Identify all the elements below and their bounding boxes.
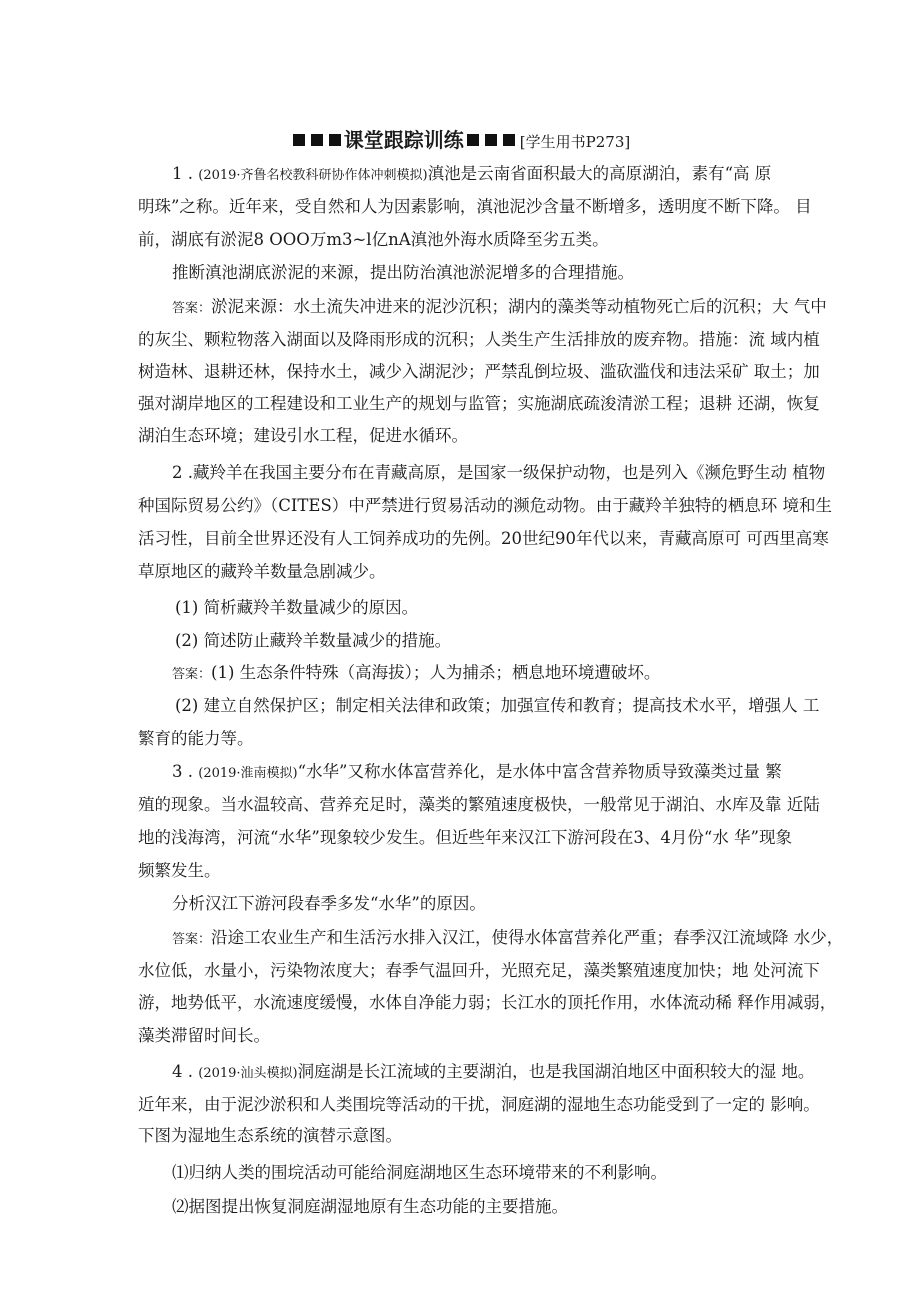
q1-line: 推断滇池湖底淤泥的来源，提出防治滇池淤泥增多的合理措施。	[172, 263, 634, 282]
q4-line	[172, 1061, 814, 1085]
q3-line: 频繁发生。	[138, 861, 221, 880]
q2-line: 活习性，目前全世界还没有人工饲养成功的先例。20世纪90年代以来，青藏高原可 可西里高寒	[138, 529, 829, 548]
q4-source: (2019·汕头模拟)	[198, 1066, 298, 1081]
q1-line: 前，湖底有淤泥8 OOO万m3~l亿nA滇池外海水质降至劣五类。	[138, 230, 609, 249]
q1-answer-line: 湖泊生态环境；建设引水工程，促进水循环。	[138, 426, 468, 445]
q4-subquestion: ⑴归纳人类的围垸活动可能给洞庭湖地区生态环境带来的不利影响。	[172, 1163, 667, 1182]
title-text: 课堂跟踪训练	[343, 128, 464, 152]
answer-text: (1) 生态条件特殊（高海拔）；人为捕杀；栖息地环境遭破坏。	[211, 663, 661, 682]
title-reference: [学生用书P273]	[519, 133, 631, 151]
q4-text: 洞庭湖是长江流域的主要湖泊，也是我国湖泊地区中面积较大的湿 地。	[297, 1062, 815, 1081]
q3-line: 殖的现象。当水温较高、营养充足时，藻类的繁殖速度极快，一般常见于湖泊、水库及靠 近陆	[138, 795, 820, 814]
q2-answer-line: (2) 建立自然保护区；制定相关法律和政策；加强宣传和教育；提高技术水平，增强人 工	[175, 696, 820, 715]
q3-answer-line: 游，地势低平，水流速度缓慢，水体自净能力弱；长江水的顶托作用，水体流动稀 释作用减弱，	[138, 993, 837, 1012]
q4-line: 下图为湿地生态系统的演替示意图。	[138, 1126, 402, 1145]
q1-line	[172, 163, 771, 187]
q4-line: 近年来，由于泥沙淤积和人类围垸等活动的干扰，洞庭湖的湿地生态功能受到了一定的 影响。	[138, 1095, 820, 1114]
answer-label: 答案：	[172, 301, 212, 316]
q4-number: 4 .	[172, 1062, 193, 1081]
square-bullet-icon	[467, 134, 479, 146]
section-title	[0, 124, 920, 153]
q1-text: 滇池是云南省面积最大的高原湖泊，素有“高 原	[427, 164, 772, 183]
q2-answer-line	[172, 662, 660, 686]
q3-line: 分析汉江下游河段春季多发“水华”的原因。	[172, 894, 486, 913]
q1-answer-line: 强对湖岸地区的工程建设和工业生产的规划与监管；实施湖底疏浚清淤工程；退耕 还湖，恢复	[138, 394, 820, 413]
answer-text: 淤泥来源：水土流失冲进来的泥沙沉积；湖内的藻类等动植物死亡后的沉积；大 气中	[211, 297, 827, 316]
q2-line: 种国际贸易公约》（CITES）中严禁进行贸易活动的濒危动物。由于藏羚羊独特的栖息环 境和生	[138, 496, 832, 515]
square-bullet-icon	[311, 134, 323, 146]
square-bullet-icon	[329, 134, 341, 146]
answer-text: 沿途工农业生产和生活污水排入汉江，使得水体富营养化严重；春季汉江流域降 水少，	[211, 928, 844, 947]
q1-answer-line: 树造林、退耕还林，保持水土，减少入湖泥沙；严禁乱倒垃圾、滥砍滥伐和违法采矿 取土；加	[138, 362, 820, 381]
q3-line	[172, 761, 782, 785]
q1-source: (2019·齐鲁名校教科研协作体冲刺模拟)	[198, 168, 428, 183]
q2-subquestion: (1) 简析藏羚羊数量减少的原因。	[175, 598, 419, 617]
q3-source: (2019·淮南模拟)	[198, 766, 298, 781]
q1-answer-line	[172, 296, 827, 320]
answer-label: 答案：	[172, 667, 212, 682]
q3-line: 地的浅海湾，河流“水华”现象较少发生。但近些年来汉江下游河段在3、4月份“水 华”现象	[138, 828, 792, 847]
q3-text: “水华”又称水体富营养化，是水体中富含营养物质导致藻类过量 繁	[297, 762, 782, 781]
answer-label: 答案：	[172, 932, 212, 947]
q1-line: 明珠”之称。近年来，受自然和人为因素影响，滇池泥沙含量不断增多，透明度不断下降。 目	[138, 197, 812, 216]
q1-answer-line: 的灰尘、颗粒物落入湖面以及降雨形成的沉积；人类生产生活排放的废弃物。措施：流 域内植	[138, 330, 820, 349]
square-bullet-icon	[503, 134, 515, 146]
q3-answer-line: 藻类滞留时间长。	[138, 1026, 270, 1045]
q2-line: 草原地区的藏羚羊数量急剧减少。	[138, 562, 386, 581]
q2-line: 2 .藏羚羊在我国主要分布在青藏高原，是国家一级保护动物，也是列入《濒危野生动 植物	[172, 463, 826, 482]
q4-subquestion: ⑵据图提出恢复洞庭湖湿地原有生态功能的主要措施。	[172, 1197, 568, 1216]
q1-number: 1 .	[172, 164, 193, 183]
q3-number: 3 .	[172, 762, 193, 781]
q2-answer-line: 繁育的能力等。	[138, 729, 254, 748]
q2-subquestion: (2) 简述防止藏羚羊数量减少的措施。	[175, 631, 452, 650]
square-bullet-icon	[293, 134, 305, 146]
q3-answer-line: 水位低，水量小，污染物浓度大；春季气温回升，光照充足，藻类繁殖速度加快；地 处河流下	[138, 961, 820, 980]
q3-answer-line	[172, 927, 843, 951]
square-bullet-icon	[485, 134, 497, 146]
